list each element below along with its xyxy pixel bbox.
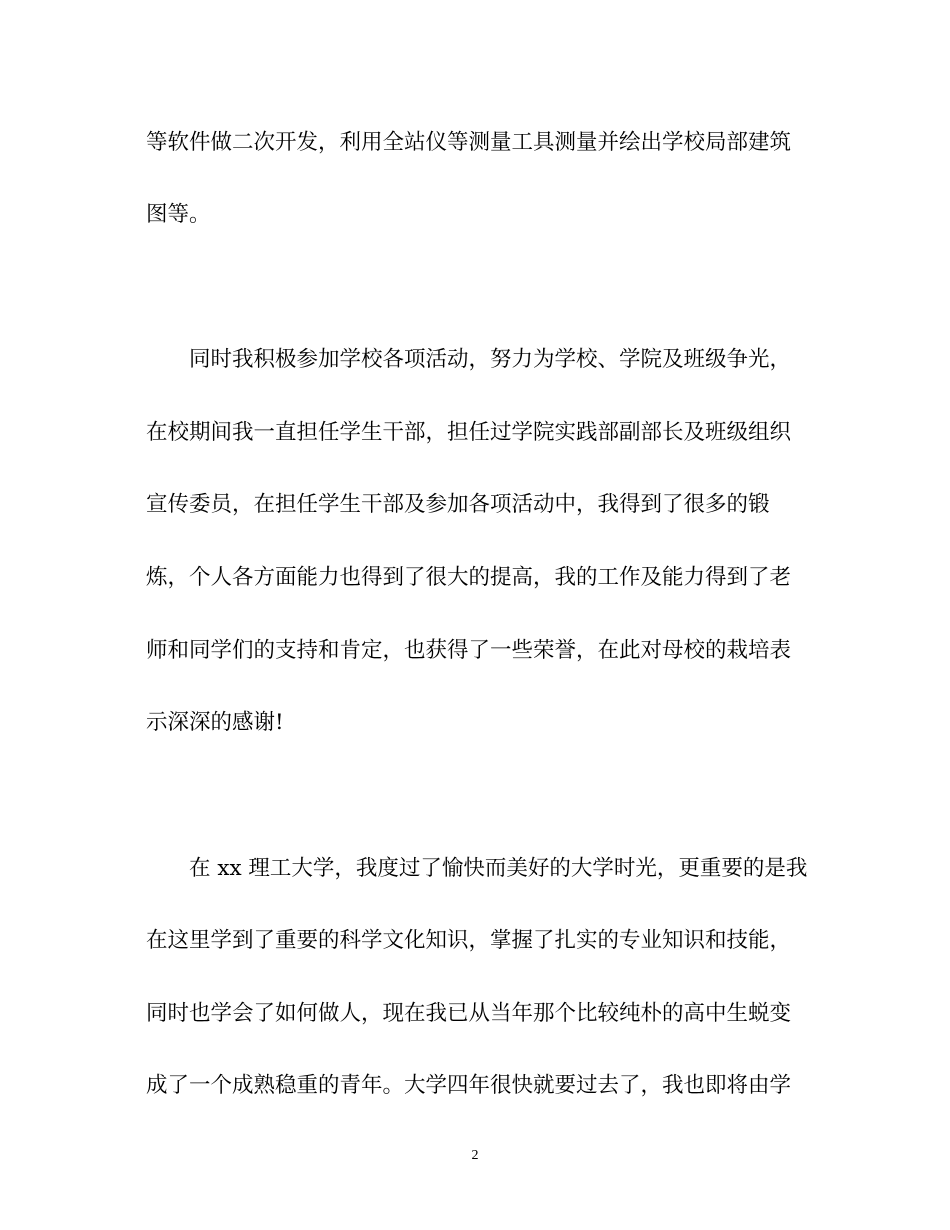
body-text-line: 等软件做二次开发，利用全站仪等测量工具测量并绘出学校局部建筑 xyxy=(146,130,792,155)
body-text-line: 在 xx 理工大学，我度过了愉快而美好的大学时光，更重要的是我 xyxy=(146,856,808,881)
body-text-line: 宣传委员，在担任学生干部及参加各项活动中，我得到了很多的锻 xyxy=(146,492,770,517)
body-text-line: 成了一个成熟稳重的青年。大学四年很快就要过去了，我也即将由学 xyxy=(146,1073,792,1098)
body-text-line: 同时我积极参加学校各项活动，努力为学校、学院及班级争光， xyxy=(146,347,792,372)
body-text-line: 师和同学们的支持和肯定，也获得了一些荣誉，在此对母校的栽培表 xyxy=(146,638,792,663)
page-number: 2 xyxy=(471,1148,479,1163)
body-text-line: 示深深的感谢! xyxy=(146,710,284,735)
body-text-line: 同时也学会了如何做人，现在我已从当年那个比较纯朴的高中生蜕变 xyxy=(146,1001,792,1026)
body-text-line: 在这里学到了重要的科学文化知识，掌握了扎实的专业知识和技能， xyxy=(146,928,792,953)
body-text-line: 图等。 xyxy=(146,202,211,227)
body-text-line: 在校期间我一直担任学生干部，担任过学院实践部副部长及班级组织 xyxy=(146,420,792,445)
body-text-line: 炼，个人各方面能力也得到了很大的提高，我的工作及能力得到了老 xyxy=(146,565,792,590)
